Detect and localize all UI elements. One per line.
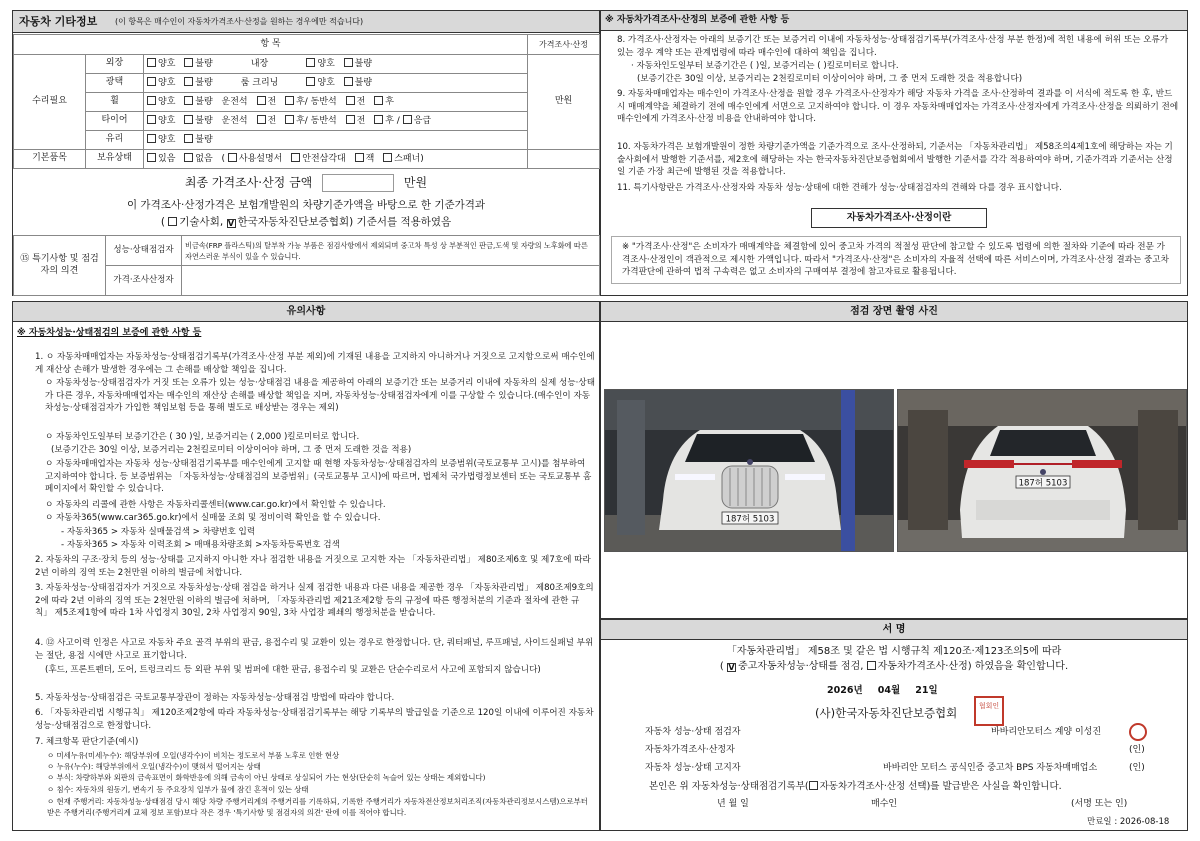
final-price-input[interactable] [322,174,394,192]
checkbox-wheel-driver-front[interactable] [257,96,266,105]
checkbox-wheel-driver-rear[interactable] [285,96,294,105]
photos-header: 점검 장면 촬영 사진 [601,302,1187,322]
sig-r1-label: 자동차 성능·상태 점검자 [645,727,741,737]
checkbox-glass-good[interactable] [147,134,156,143]
sig-buyer: 매수인 [871,799,898,809]
other-info-title: 자동차 기타정보 [19,15,98,28]
photo-front [604,389,894,552]
price-checker-label: 가격·조사산정자 [106,266,182,296]
checkbox-exterior-good[interactable] [147,58,156,67]
note-2: 2. 자동차의 구조·장치 등의 성능·상태를 고지하지 아니한 자나 점검한 내용을 거짓으로 고지한 자는 「자동차관리법」 제80조제6호 및 제7호에 따라 2년 이하의 징역 또는 2천만원 이하의 벌금에 처합니다. [35,555,591,578]
other-info-header [13,11,599,33]
checkbox-kadws-checked[interactable]: V [227,219,235,228]
basis-text: 이 가격조사·산정가격은 보험개발원의 차량기준가액을 바탕으로 한 기준가격과 [126,199,486,211]
check-4: ㅇ 침수: 자동차의 원동기, 변속기 등 주요장치 일부가 물에 잠긴 흔적이 있는 상태 [47,785,309,794]
checkbox-wheel-good[interactable] [147,96,156,105]
pw-item10: 10. 자동차가격은 보험개발원이 정한 차량기준가액을 기준가격으로 조사·산정하되, 기준서는 「자동차관리법」 제58조의4제1호에 해당하는 자는 기술사회에서 발행한 기준서를, 제2호에 해당하는 자는 한국자동차진단보증협회에서 발행한 기준서를 각각 적용하여야 하며, 기준가격과 기준서는 산정일 기준 가장 최근에 발행된 것을 적용합니다. [617,142,1173,178]
note-5: 5. 자동차성능·상태점검은 국토교통부장관이 정하는 자동차성능·상태점검 방법에 따라야 합니다. [35,693,395,703]
pw-item11: 11. 특기사항란은 가격조사·산정자와 자동차 성능·상태에 대한 견해가 성능·상태점검자의 견해와 다를 경우 표시합니다. [617,183,1062,193]
inspector-text: 비금속(FRP 플라스틱)의 탈부착 가능 부품은 점검사항에서 제외되며 중고차 특성 상 부분적인 판금,도색 및 자량의 노후화에 따른 자연스러운 부식이 있을 수 있습니다. [182,236,600,266]
note-1: 1. ㅇ 자동차매매업자는 자동차성능·상태점검기록부(가격조사·산정 부분 제외)에 기재된 내용을 고지하지 아니하거나 거짓으로 고지함으로써 매수인에게 재산상 손해가 발생한 경우에는 그 손해를 배상할 책임을 집니다. [35,352,595,375]
note-1g: ㅇ 자동차365(www.car365.go.kr)에서 실매물 조회 및 정비이력 확인을 할 수 있습니다. [45,513,381,523]
sig-line2: ( V 중고자동차성능·상태를 점검, 자동차가격조사·산정) 하였음을 확인합니다. [719,661,1069,672]
row-exterior: 외장 [86,55,144,74]
final-price-row [13,174,599,192]
basis-row: ( 기술사회, V 한국자동차진단보증협회) 기준서를 적용하였음 [160,216,452,228]
repair-label: 수리필요 [14,55,86,150]
signature-header: 서 명 [601,620,1187,640]
sig-buyer-sign: (서명 또는 인) [1071,799,1128,809]
checkbox-exterior-bad[interactable] [184,58,193,67]
checkbox-spanner[interactable] [383,153,392,162]
row-gloss: 광택 [86,74,144,93]
signature-section [600,619,1188,831]
pw-def-title: 자동차가격조사·산정이란 [811,208,987,228]
checkbox-interior-good[interactable] [306,58,315,67]
notes-subtitle: ※ 자동차성능·상태점검의 보증에 관한 사항 등 [17,328,202,338]
basic-label: 기본품목 [14,150,86,169]
sig-date-blank: 년 월 일 [717,799,749,809]
check-2: ㅇ 누유(누수): 해당부위에서 오일(냉각수)이 맺혀서 떨어지는 상태 [47,762,261,771]
sig-date: 2026년 04월 21일 [827,685,938,696]
sig-org: (사)한국자동차진단보증협회 [815,706,958,720]
sig-r3-label: 자동차 성능·상태 고지자 [645,763,741,773]
pw-item8-sub: · 자동차인도일부터 보증기간은 ( )일, 보증거리는 ( )킬로미터로 합니다. [631,61,899,71]
won-label: 만원 [528,55,600,150]
car-rear-image [898,390,1187,552]
checkbox-engineers-society[interactable] [168,217,177,226]
photo-rear [897,389,1187,552]
sig-r2-label: 자동차가격조사·산정자 [645,745,735,755]
note-1f: ㅇ 자동차의 리콜에 관한 사항은 자동차리콜센터(www.car.go.kr)에서 확인할 수 있습니다. [45,500,386,510]
col-price-header: 가격조사·산정 [528,35,600,55]
col-item-header: 항 목 [14,35,528,55]
checkbox-wheel-bad[interactable] [184,96,193,105]
row-glass: 유리 [86,131,144,150]
checkbox-receipt-price[interactable] [809,781,818,790]
checkbox-wheel-pass-rear[interactable] [374,96,383,105]
sig-expiry: 만료일 : 2026-08-18 [1087,817,1170,827]
note-1e: ㅇ 자동차매매업자는 자동차 성능·상태점검기록부를 매수인에게 고지할 때 현행 자동차성능·상태점검자의 보증범위(국토교통부 고시)를 첨부하여 고지하여야 합니다. 등 보증범위는 「자동차성능·상태점검의 보증범위」(국토교통부 고시)에 따르며, 법제처 국가법령정보센터 또는 국토교통부 홈페이지에서 확인할 수 있습니다. [45,459,592,495]
check-5: ㅇ 현재 주행거리: 자동차성능·상태점검 당시 해당 차량 주행거리계의 주행거리를 기록하되, 기록한 주행거리가 자동차전산정보처리조직(자동차관리정보시스템)으로부터 받은 주행거리(주행거리계 교체 정보 포함)보다 작은 경우 '특기사항 및 점검자의 의견' 란에 이를 적어야 합니다. [47,797,588,818]
final-price-unit: 만원 [403,175,428,190]
pw-item8: 8. 가격조사·산정자는 아래의 보증기간 또는 보증거리 이내에 자동차성능·상태점검기록부(가격조사·산정 부분 한정)에 적힌 내용에 허위 또는 오류가 있는 경우 계약 또는 관계법령에 따라 매수인에 대하여 책임을 집니다. [617,35,1169,58]
note-3: 3. 자동차성능·상태점검자가 거짓으로 자동차성능·상태 점검을 하거나 실제 점검한 내용과 다른 내용을 제공한 경우 「자동차관리법」 제80조제9호의2에 따라 2년 이하의 징역 또는 2천만원 이하의 벌금에 처하며, 「자동차관리법 제21조제2항 등의 규정에 따른 행정처분의 기준과 절차에 관한 규칙」 제5조제1항에 따라 1차 사업정지 30일, 2차 사업정지 90일, 3차 사업장 폐쇄의 행정처분을 받습니다. [35,583,594,619]
sig-r3-value: 바바리안 모터스 공식인증 중고차 BPS 자동차매매업소 [883,763,1098,773]
notes-section [12,301,600,831]
row-exterior-options: 양호 불량 내장 양호 불량 [144,55,528,74]
sig-r1-value: 바바리안모터스 계양 이성진 [991,727,1102,737]
personal-stamp [1129,723,1147,741]
checkbox-tire-bad[interactable] [184,115,193,124]
photos-section [600,301,1188,619]
row-holding: 보유상태 [86,150,144,169]
checkbox-glass-bad[interactable] [184,134,193,143]
checkbox-jack[interactable] [355,153,364,162]
inspector-label: 성능·상태점검자 [106,236,182,266]
sig-line1: 「자동차관리법」 제58조 및 같은 법 시행규칙 제120조·제123조의5에 따라 [726,646,1062,657]
pw-item8-note: (보증기간은 30일 이상, 보증거리는 2천킬로미터 이상이어야 하며, 그 중 먼저 도래한 것을 적용합니다) [637,74,1023,84]
front-plate-text: 187허 5103 [725,514,775,525]
price-warranty-title: ※ 자동차가격조사·산정의 보증에 관한 사항 등 [605,15,790,25]
notes-header: 유의사항 [13,302,599,322]
special-notes-table [13,235,600,296]
pw-def-text: ※ "가격조사·산정"은 소비자가 매매계약을 체결함에 있어 중고차 가격의 적절성 판단에 참고할 수 있도록 법령에 의한 절차와 기준에 따라 전문 가격조사·산정인이 객관적으로 제시한 가액입니다. 따라서 "가격조사·산정"은 소비자의 자율적 선택에 따른 서비스이며, 가격조사·산정 결과는 중고차 가격판단에 관하여 법적 구속력은 없고 소비자의 구매여부 결정에 참고자료로 활용됩니다. [611,236,1181,284]
checkbox-none[interactable] [184,153,193,162]
row-tire: 타이어 [86,112,144,131]
checkbox-room-good[interactable] [306,77,315,86]
note-1i: - 자동차365 > 자동차 이력조회 > 매매용차량조회 >자동차등록번호 검색 [61,540,340,550]
special-label: ⑮ 특기사항 및 점검자의 의견 [14,236,106,296]
other-info-section [12,10,600,296]
note-1b: ㅇ 자동차성능·상태점검자가 거짓 또는 오류가 있는 성능·상태점검 내용을 제공하여 아래의 보증기간 또는 보증거리 이내에 자동차의 실제 성능·상태가 다른 경우, 자동차매매업자는 매수인의 재산상 손해를 배상할 책임을 지며, 자동차성능·상태점검자에게 이를 구상할 수 있습니다.(매수인이 자동차성능·상태점검자가 가입한 책임보험 등을 통해 별도로 배상받는 경우는 제외) [45,378,595,414]
note-6: 6. 「자동차관리법 시행규칙」 제120조제2항에 따라 자동차성능·상태점검기록부는 해당 기록부의 발급일을 기준으로 120일 이내에 이루어진 자동차 성능·상태점검으로 한정합니다. [35,708,594,731]
sig-r3-seal: (인) [1129,763,1145,773]
checkbox-interior-bad[interactable] [344,58,353,67]
note-1d: (보증기간은 30일 이상, 보증거리는 2천킬로미터 이상이어야 하며, 그 중 먼저 도래한 것을 적용) [51,445,412,455]
row-wheel: 휠 [86,93,144,112]
price-warranty-header [601,11,1187,31]
pw-item9: 9. 자동차매매업자는 매수인이 가격조사·산정을 원할 경우 가격조사·산정자가 해당 자동차 가격을 조사·산정하여 결과를 이 서식에 적도록 한 후, 반드시 매매계약을 체결하기 전에 매수인에게 서면으로 고지하여야 합니다. 이 경우 자동차매매업자는 가격조사·산정자에게 가격조사·산정을 의뢰하기 전에 매수인에게 가격조사·산정 비용을 안내하여야 합니다. [617,89,1179,125]
note-1h: - 자동차365 > 자동차 실매물검색 > 차량번호 입력 [61,527,256,537]
checkbox-tire-pass-front[interactable] [346,115,355,124]
note-1c: ㅇ 자동차인도일부터 보증기간은 ( 30 )일, 보증거리는 ( 2,000 )킬로미터로 합니다. [45,432,360,442]
checkbox-performance-checked[interactable]: V [728,663,735,672]
other-info-subtitle: (이 항목은 매수인이 자동차가격조사·산정을 원하는 경우에만 적습니다) [115,17,364,26]
car-front-image [605,390,894,552]
sig-receipt: 본인은 위 자동차성능·상태점검기록부( 자동차가격조사·산정 선택)를 발급받은 사실을 확인합니다. [649,781,1062,792]
note-4: 4. ⑫ 사고이력 인정은 사고로 자동차 주요 골격 부위의 판금, 용접수리 및 교환이 있는 경우로 한정합니다. 단, 쿼터패널, 루프패널, 사이드실패널 부위는 절단, 용접 시에만 사고로 표기합니다. [35,638,594,661]
checkbox-has[interactable] [147,153,156,162]
checkbox-room-bad[interactable] [344,77,353,86]
note-4b: (후드, 프론트펜더, 도어, 트렁크리드 등 외판 부위 및 범퍼에 대한 판금, 용접수리 및 교환은 단순수리로서 사고에 포함되지 않습니다) [45,665,541,675]
rear-plate-text: 187허 5103 [1018,478,1068,489]
checkbox-tire-driver-rear[interactable] [285,115,294,124]
checkbox-manual[interactable] [228,153,237,162]
checkbox-tire-pass-rear[interactable] [374,115,383,124]
other-info-table: 항 목 가격조사·산정 수리필요 외장 양호 불량 내장 양호 불량 만원 광택 양호 불량 룸 크리닝 양호 불량 휠 양호 불량 운전석 전 후/ 동반석 전 후 타이어 양호 불량 운전석 전 후/ 동반석 전 후 / 응급 유리 양호 불량 기본품목 보유상태 있음 없음 ( 사용설명서 안전삼각대 잭 스패너) [13,34,600,169]
checkbox-tire-good[interactable] [147,115,156,124]
checkbox-gloss-good[interactable] [147,77,156,86]
checkbox-price-survey[interactable] [867,661,876,670]
note-7: 7. 체크항목 판단기준(예시) [35,737,139,747]
check-3: ㅇ 부식: 차량하부와 외판의 금속표면이 화학반응에 의해 금속이 아닌 상태로 상실되어 가는 현상(단순히 녹슬어 있는 상태는 제외합니다) [47,773,486,782]
sig-r2-value: (인) [1129,745,1145,755]
final-price-label: 최종 가격조사·산정 금액 [184,175,313,190]
check-1: ㅇ 미세누유(미세누수): 해당부위에 오일(냉각수)이 비치는 정도로서 부품 노후로 인한 현상 [47,751,340,760]
checkbox-tire-emergency[interactable] [403,115,412,124]
checkbox-tire-driver-front[interactable] [257,115,266,124]
row-room-cleaning: 룸 크리닝 [240,77,279,88]
checkbox-wheel-pass-front[interactable] [346,96,355,105]
org-stamp: 협회인 [974,696,1004,726]
row-interior: 내장 [250,58,269,69]
checkbox-gloss-bad[interactable] [184,77,193,86]
price-warranty-section [600,10,1188,296]
checkbox-triangle[interactable] [291,153,300,162]
